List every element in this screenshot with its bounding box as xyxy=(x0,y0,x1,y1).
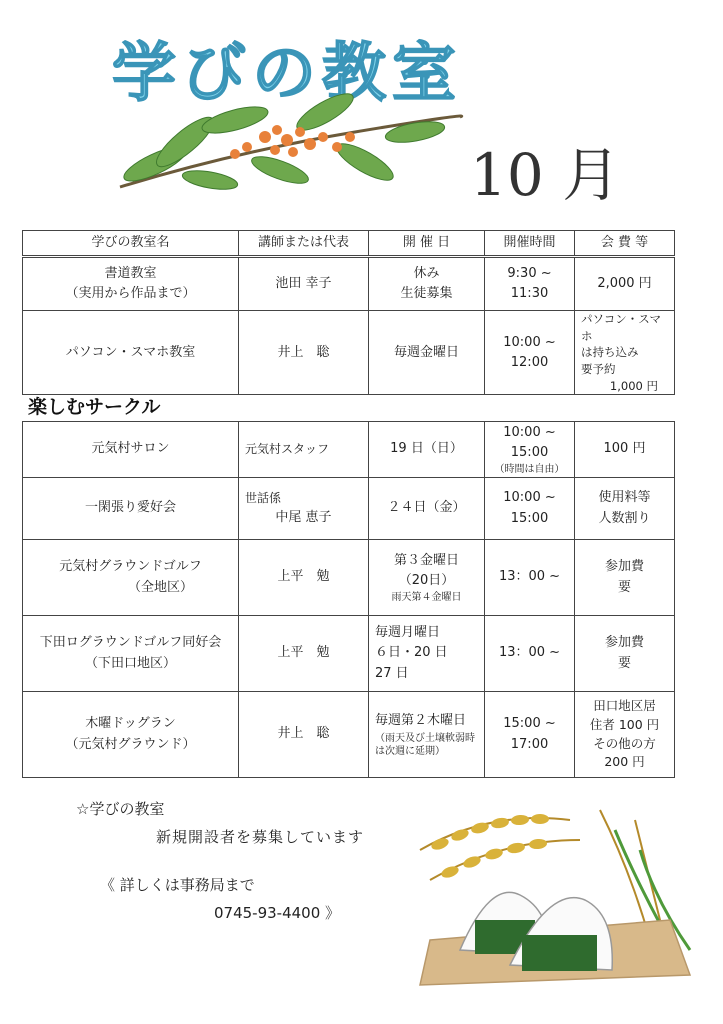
date-cell: 19 日（日） xyxy=(369,422,485,478)
time-cell: 13：00 ~ xyxy=(485,540,575,616)
col-header-time: 開催時間 xyxy=(485,231,575,257)
time-cell: 10:00 ~ 12:00 xyxy=(485,311,575,395)
contact-text: 《 詳しくは事務局まで xyxy=(100,876,255,894)
time-cell: 10:00 ~ 15:00 （時間は自由） xyxy=(485,422,575,478)
class-name-cell: 元気村サロン xyxy=(23,422,239,478)
classroom-table xyxy=(22,230,675,395)
col-header-date: 開 催 日 xyxy=(369,231,485,257)
date-cell: ２４日（金） xyxy=(369,478,485,540)
table-row xyxy=(23,692,675,778)
table-row xyxy=(23,311,675,395)
date-cell: 第３金曜日 （20日） 雨天第４金曜日 xyxy=(369,540,485,616)
table-row xyxy=(23,540,675,616)
fee-cell: 2,000 円 xyxy=(575,257,675,311)
class-name-cell: 一閑張り愛好会 xyxy=(23,478,239,540)
table-header-row xyxy=(23,231,675,257)
fee-cell: パソコン・スマホ は持ち込み 要予約 1,000 円 xyxy=(575,311,675,395)
month-label: 10 月 xyxy=(470,141,621,209)
fee-cell: 参加費 要 xyxy=(575,616,675,692)
col-header-name: 学びの教室名 xyxy=(23,231,239,257)
date-cell: 毎週第２木曜日 （雨天及び土壌軟弱時 は次週に延期） xyxy=(369,692,485,778)
table-row xyxy=(23,257,675,311)
section-title: 楽しむサークル xyxy=(28,396,161,418)
recruit-heading: ☆学びの教室 xyxy=(76,800,165,818)
teacher-cell: 上平 勉 xyxy=(239,540,369,616)
date-cell: 休み 生徒募集 xyxy=(369,257,485,311)
contact-phone: 0745-93-4400 》 xyxy=(214,904,341,922)
teacher-cell: 上平 勉 xyxy=(239,616,369,692)
recruit-text: 新規開設者を募集しています xyxy=(156,828,365,846)
table-row xyxy=(23,478,675,540)
fee-cell: 100 円 xyxy=(575,422,675,478)
teacher-cell: 世話係 中尾 恵子 xyxy=(239,478,369,540)
page-title: 学びの教室 xyxy=(112,37,462,111)
fee-cell: 使用料等 人数割り xyxy=(575,478,675,540)
time-cell: 10:00 ~ 15:00 xyxy=(485,478,575,540)
onigiri-rice-icon xyxy=(400,790,700,990)
table-row xyxy=(23,422,675,478)
class-name-cell: 元気村グラウンドゴルフ （全地区） xyxy=(23,540,239,616)
time-cell: 13：00 ~ xyxy=(485,616,575,692)
class-name-cell: 木曜ドッグラン （元気村グラウンド） xyxy=(23,692,239,778)
col-header-teacher: 講師または代表 xyxy=(239,231,369,257)
time-cell: 9:30 ~ 11:30 xyxy=(485,257,575,311)
col-header-fee: 会 費 等 xyxy=(575,231,675,257)
circle-table xyxy=(22,421,675,778)
teacher-cell: 井上 聡 xyxy=(239,311,369,395)
teacher-cell: 井上 聡 xyxy=(239,692,369,778)
fee-cell: 田口地区居 住者 100 円 その他の方 200 円 xyxy=(575,692,675,778)
date-cell: 毎週金曜日 xyxy=(369,311,485,395)
teacher-cell: 元気村スタッフ xyxy=(239,422,369,478)
class-name-cell: 書道教室 （実用から作品まで） xyxy=(23,257,239,311)
fee-cell: 参加費 要 xyxy=(575,540,675,616)
class-name-cell: パソコン・スマホ教室 xyxy=(23,311,239,395)
class-name-cell: 下田ログラウンドゴルフ同好会 （下田口地区） xyxy=(23,616,239,692)
osmanthus-branch-icon xyxy=(115,92,465,202)
table-row xyxy=(23,616,675,692)
time-cell: 15:00 ~ 17:00 xyxy=(485,692,575,778)
date-cell: 毎週月曜日 ６日・20 日 27 日 xyxy=(369,616,485,692)
teacher-cell: 池田 幸子 xyxy=(239,257,369,311)
